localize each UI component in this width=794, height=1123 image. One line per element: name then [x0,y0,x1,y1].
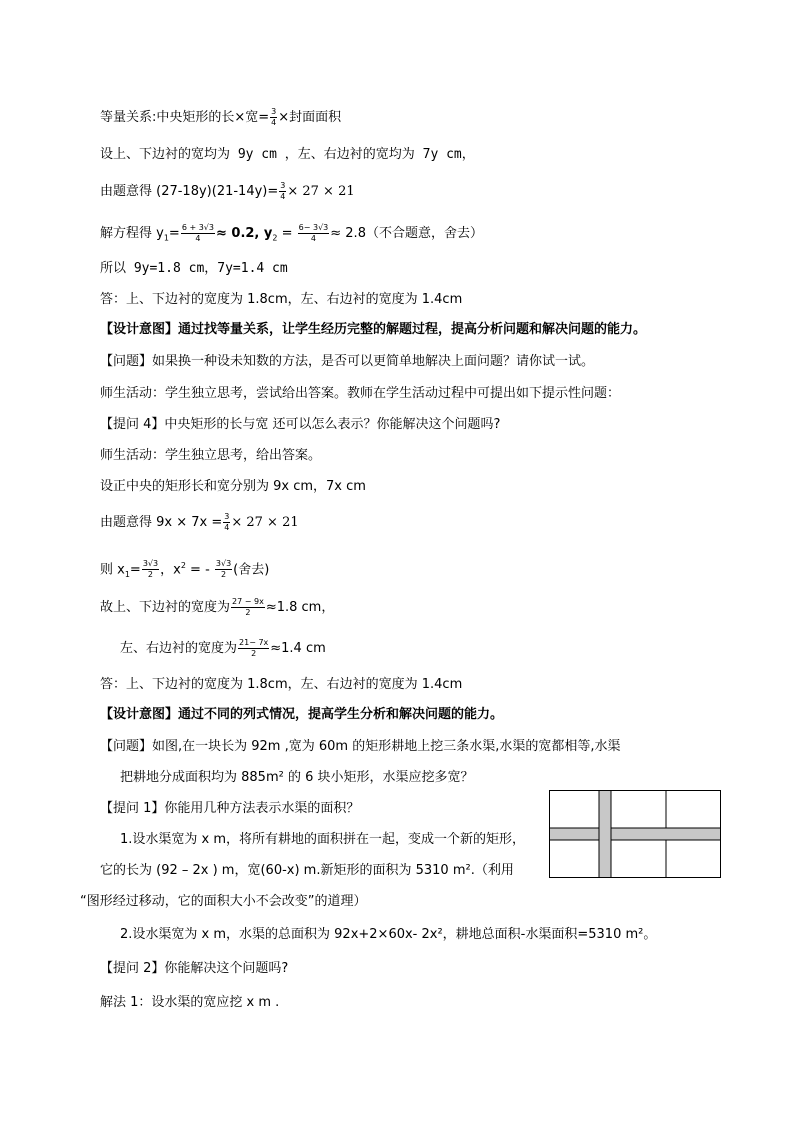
method-1-line-3: “图形经过移动，它的面积大小不会改变”的道理） [80,894,367,909]
method-1-line-1: 1.设水渠宽为 x m，将所有耕地的面积拼在一起，变成一个新的矩形， [120,832,526,847]
farmland-canal-figure [549,790,721,880]
teacher-student-activity-1: 师生活动：学生独立思考，尝试给出答案。教师在学生活动过程中可提出如下提示性问题： [100,386,621,401]
design-intent-2: 【设计意图】通过不同的列式情况，提高学生分析和解决问题的能力。 [100,707,504,722]
equivalence-relation: 等量关系:中央矩形的长×宽= $\frac{3}{4}$ ×封面面积 [100,107,342,127]
prompt-1: 【提问 1】你能用几种方法表示水渠的面积？ [100,801,360,816]
problem-statement-2: 把耕地分成面积均为 885m² 的 6 块小矩形，水渠应挖多宽？ [120,770,474,785]
teacher-student-activity-2: 师生活动：学生独立思考，给出答案。 [100,448,322,463]
canal-horizontal [550,828,721,840]
answer-2: 答：上、下边衬的宽度为 1.8cm，左、右边衬的宽度为 1.4cm [100,677,463,692]
left-right-width: 左、右边衬的宽度为 $\frac{21- 7x}{2}$ ≈1.4 cm [120,638,326,658]
equation-setup-2: 由题意得 9x × 7x = $\frac{3}{4}$ × 27 × 21 [100,512,299,532]
solution-1-start: 解法 1：设水渠的宽应挖 x m . [100,995,280,1010]
answer-1: 答：上、下边衬的宽度为 1.8cm，左、右边衬的宽度为 1.4cm [100,292,463,307]
method-1-line-2: 它的长为 (92 – 2x ) m，宽(60-x) m.新矩形的面积为 5310 m².（利用 [100,863,514,878]
canal-horizontal-overlap [600,829,611,840]
prompt-2: 【提问 2】你能解决这个问题吗? [100,961,289,976]
design-intent-1: 【设计意图】通过找等量关系，让学生经历完整的解题过程，提高分析问题和解决问题的能力。 [100,322,647,337]
solutions-x: 则 $x_1=$ $\frac{3√3}{2}$ ，$x^2$ = - $\frac{3√3}{2}$ (舍去) [100,559,270,580]
assume-center-rectangle: 设正中央的矩形长和宽分别为 9x cm，7x cm [100,479,366,494]
assume-border-widths: 设上、下边衬的宽均为 9y cm ，左、右边衬的宽均为 7y cm， [100,147,475,162]
problem-statement-1: 【问题】如图,在一块长为 92m ,宽为 60m 的矩形耕地上挖三条水渠,水渠的宽都相等,水渠 [100,739,621,754]
method-2: 2.设水渠宽为 x m，水渠的总面积为 92x+2×60x- 2x²，耕地总面积-水渠面积=5310 m²。 [120,927,657,942]
question-alt-method: 【问题】如果换一种设未知数的方法，是否可以更简单地解决上面问题？请你试一试。 [100,354,595,369]
top-bottom-width: 故上、下边衬的宽度为 $\frac{27 - 9x}{2}$ ≈1.8 cm， [100,597,335,617]
solve-equation: 解方程得 $y_1=$ $\frac{6 + 3√3}{4}$ ≈ 0.2, $y_2$ = $\frac{6- 3√3}{4}$ ≈ 2.8（不合题意，舍去） [100,223,483,243]
equation-setup: 由题意得 (27-18y)(21-14y)= $\frac{3}{4}$ × 27 × 21 [100,181,355,201]
result-values: 所以 9y=1.8 cm，7y=1.4 cm [100,261,288,276]
prompt-4: 【提问 4】中央矩形的长与宽 还可以怎么表示？你能解决这个问题吗? [100,417,501,432]
